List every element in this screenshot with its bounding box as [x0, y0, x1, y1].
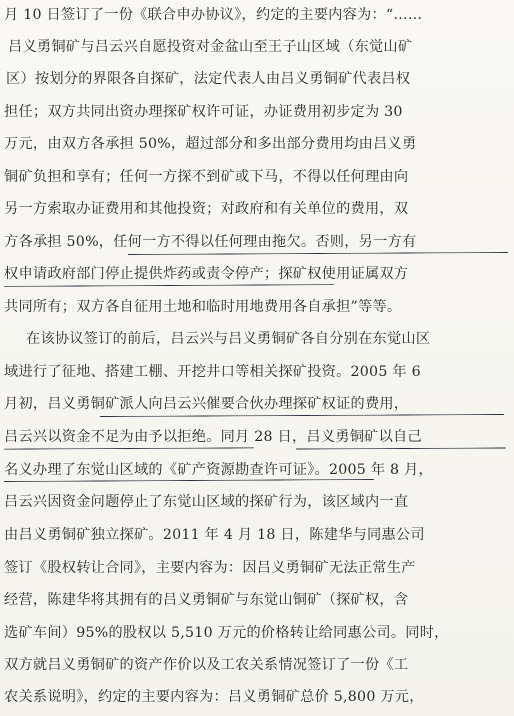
handwritten-underline — [4, 447, 254, 449]
text-line-12: 域进行了征地、搭建工棚、开挖井口等相关探矿投资。2005 年 6 — [4, 364, 421, 380]
text-line-3: 区）按划分的界限各自探矿，法定代表人由吕义勇铜矿代表吕权 — [6, 71, 411, 87]
text-line-2: 吕义勇铜矿与吕云兴自愿投资对金盆山至王子山区域（东觉山矿 — [8, 39, 413, 55]
text-line-14: 吕云兴以资金不足为由予以拒绝。同月 28 日，吕义勇铜矿以自己 — [4, 429, 422, 445]
text-line-7: 另一方索取办证费用和其他投资；对政府和有关单位的费用，双 — [4, 201, 409, 217]
text-line-5: 万元，由双方各承担 50%，超过部分和多出部分费用均由吕义勇 — [4, 136, 417, 152]
text-line-1: 月 10 日签订了一份《联合申办协议》，约定的主要内容为：“…… — [4, 7, 423, 23]
text-line-9: 权申请政府部门停止提供炸药或责令停产；探矿权使用证属双方 — [4, 266, 409, 282]
text-line-13: 月初，吕义勇铜矿派人向吕云兴催要合伙办理探矿权证的费用， — [4, 396, 409, 412]
text-line-20: 选矿车间）95%的股权以 5,510 万元的价格转让给同惠公司。同时， — [4, 625, 449, 641]
text-line-8: 方各承担 50%，任何一方不得以任何理由拖欠。否则，另一方有 — [4, 234, 417, 250]
text-line-10: 共同所有；双方各自征用土地和临时用地费用各自承担”等等。 — [4, 299, 402, 315]
text-line-18: 签订《股权转让合同》，主要内容为：因吕义勇铜矿无法正常生产 — [4, 560, 416, 576]
text-line-11: 在该协议签订的前后，吕云兴与吕义勇铜矿各自分别在东觉山区 — [26, 331, 431, 347]
text-line-22: 农关系说明》，约定的主要内容为：吕义勇铜矿总价 5,800 万元， — [4, 689, 424, 705]
text-line-16: 吕云兴因资金问题停止了东觉山区域的探矿行为，该区域内一直 — [4, 494, 409, 510]
text-line-17: 由吕义勇铜矿独立探矿。2011 年 4 月 18 日，陈建华与同惠公司 — [4, 527, 425, 543]
text-line-6: 铜矿负担和享有；任何一方探不到矿或下马，不得以任何理由向 — [4, 169, 409, 185]
handwritten-underline — [296, 447, 506, 449]
text-line-4: 担任；双方共同出资办理探矿权许可证，办证费用初步定为 30 — [4, 104, 403, 120]
text-line-15: 名义办理了东觉山区域的《矿产资源勘查许可证》。2005 年 8 月， — [4, 462, 433, 478]
text-line-19: 经营，陈建华将其拥有的吕义勇铜矿与东觉山铜矿（探矿权，含 — [4, 592, 409, 608]
text-line-21: 双方就吕义勇铜矿的资产作价以及工农关系情况签订了一份《工 — [4, 657, 409, 673]
